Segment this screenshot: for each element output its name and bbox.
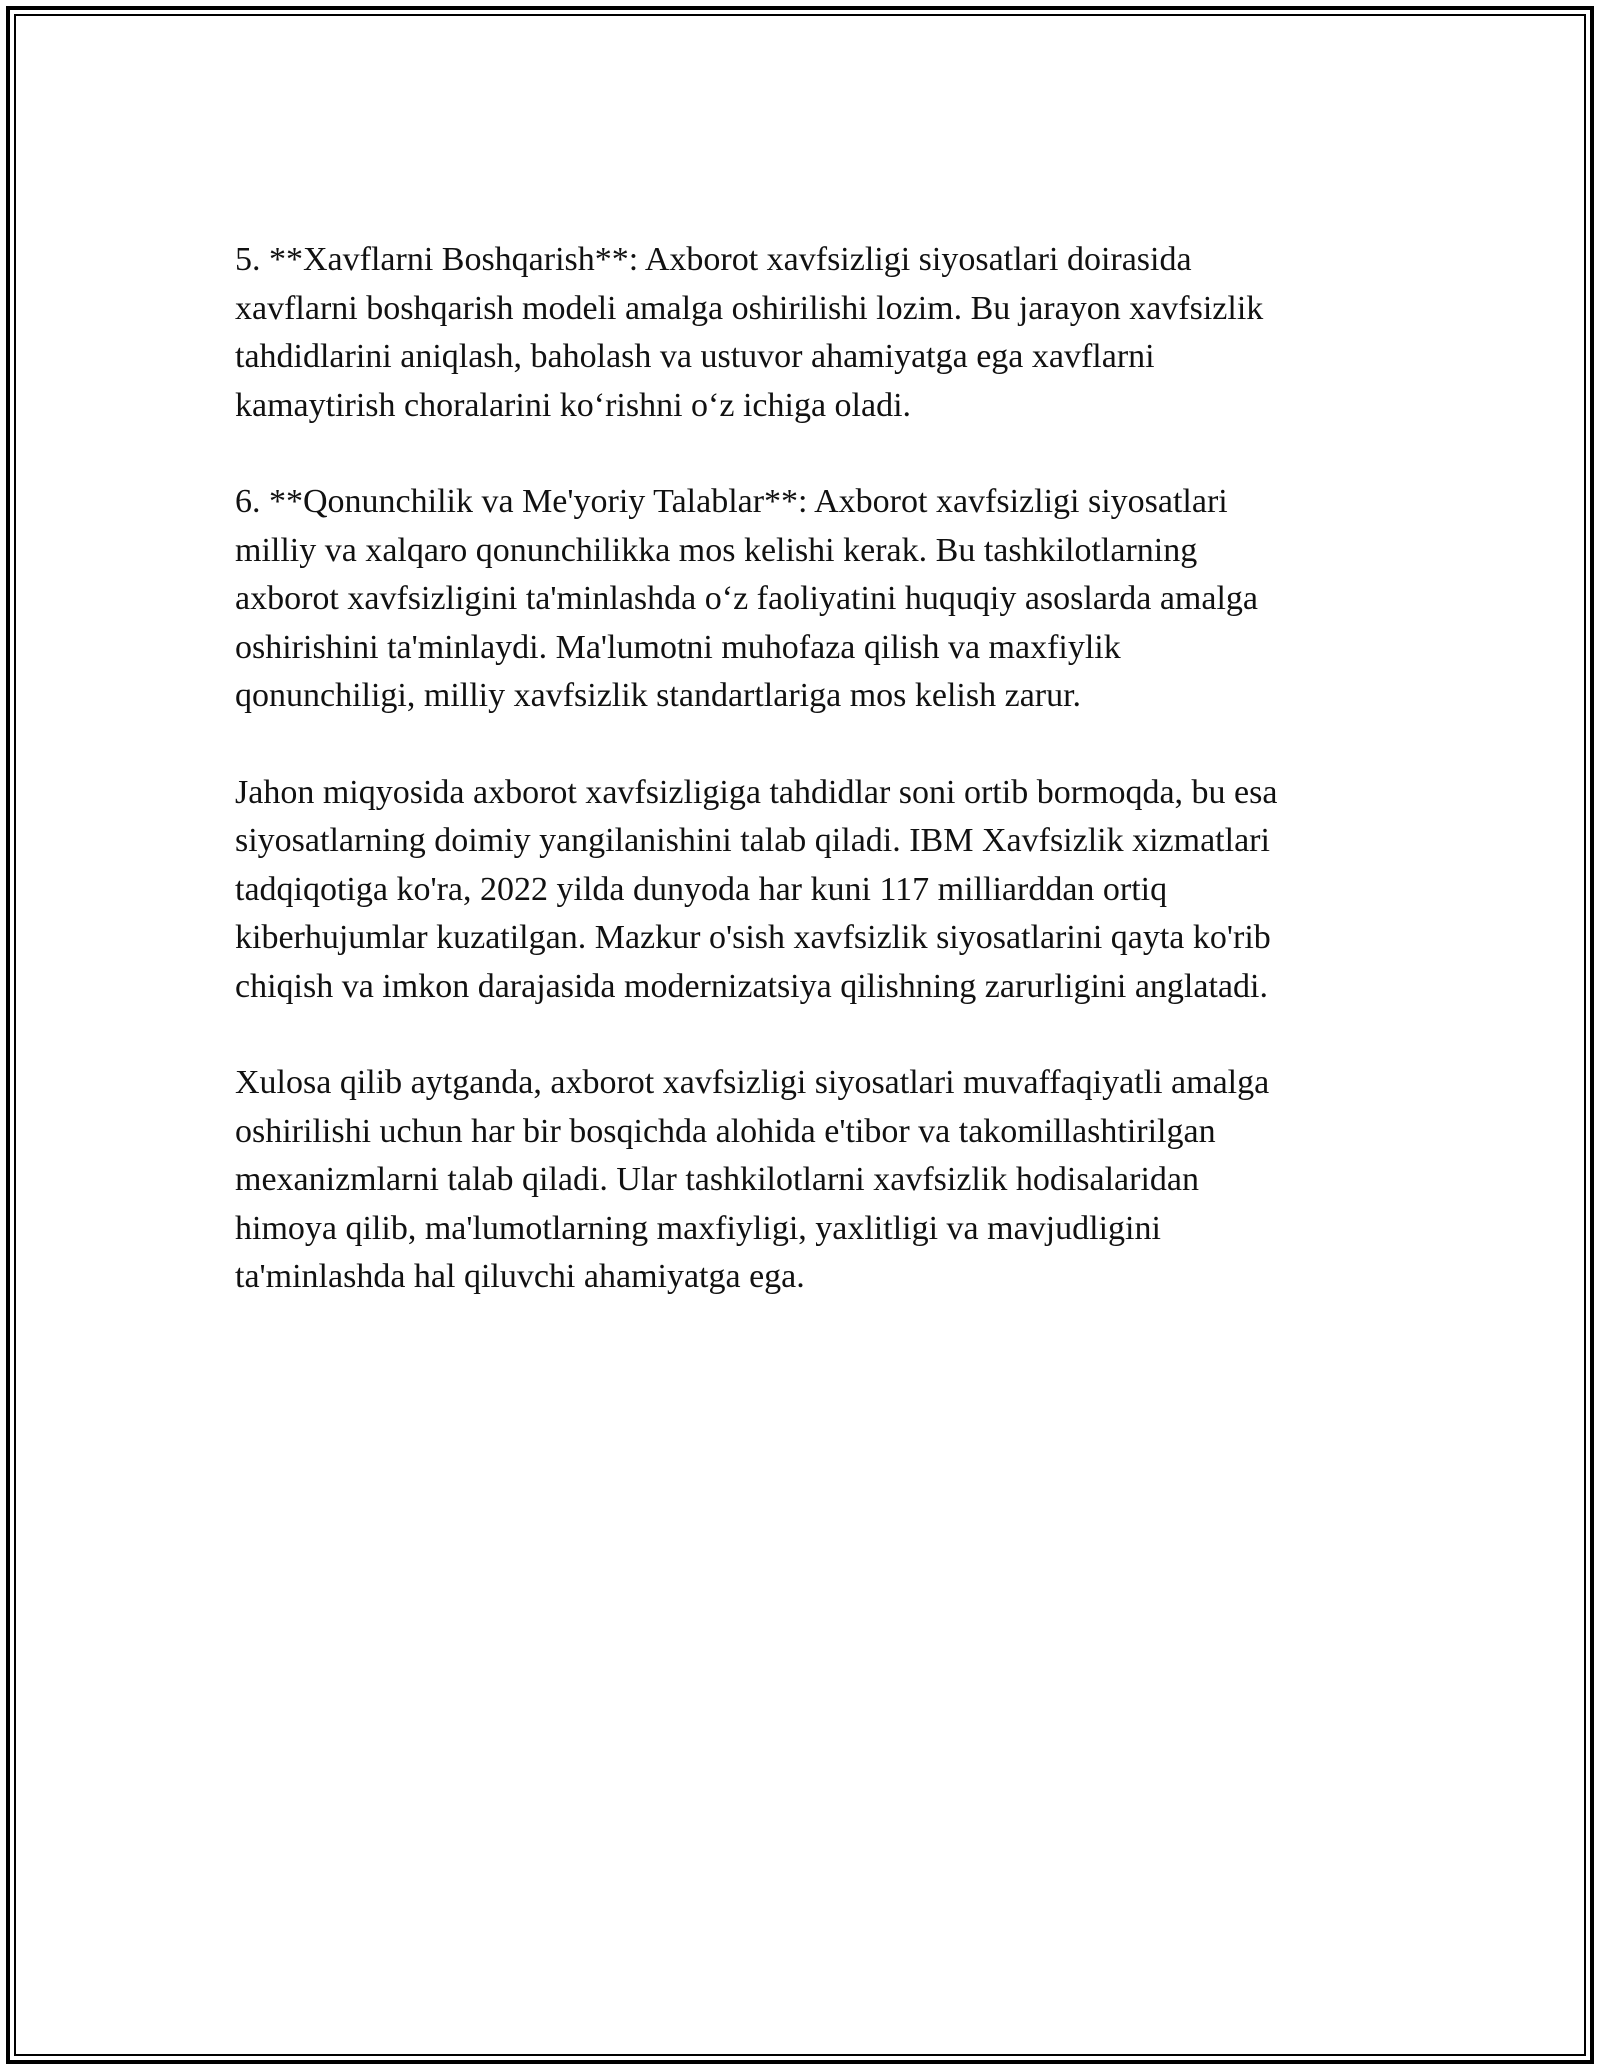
document-body: [235, 236, 1375, 1350]
paragraph-legal-requirements: 6. **Qonunchilik va Me'yoriy Talablar**: Axborot xavfsizligi siyosatlari milliy va xalqaro qonunchilikka mos kelishi kerak. Bu tashkilotlarning axborot xavfsizligini ta'minlashda o‘z faoliyatini huquqiy asoslarda amalga oshirishini ta'minlaydi. Ma'lumotni muhofaza qilish va maxfiylik qonunchiligi, milliy xavfsizlik standartlariga mos kelish zarur.: [235, 483, 1259, 714]
paragraph-risk-management: 5. **Xavflarni Boshqarish**: Axborot xavfsizligi siyosatlari doirasida xavflarni boshqarish modeli amalga oshirilishi lozim. Bu jarayon xavfsizlik tahdidlarini aniqlash, baholash va ustuvor ahamiyatga ega xavflarni kamaytirish choralarini ko‘rishni o‘z ichiga oladi.: [235, 241, 1264, 424]
paragraph-global-threats: Jahon miqyosida axborot xavfsizligiga tahdidlar soni ortib bormoqda, bu esa siyosatlarning doimiy yangilanishini talab qiladi. IBM Xavfsizlik xizmatlari tadqiqotiga ko'ra, 2022 yilda dunyoda har kuni 117 milliarddan ortiq kiberhujumlar kuzatilgan. Mazkur o'sish xavfsizlik siyosatlarini qayta ko'rib chiqish va imkon darajasida modernizatsiya qilishning zarurligini anglatadi.: [235, 773, 1278, 1005]
paragraph-conclusion: Xulosa qilib aytganda, axborot xavfsizligi siyosatlari muvaffaqiyatli amalga oshirilishi uchun har bir bosqichda alohida e'tibor va takomillashtirilgan mexanizmlarni talab qiladi. Ular tashkilotlarni xavfsizlik hodisalaridan himoya qilib, ma'lumotlarning maxfiyligi, yaxlitligi va mavjudligini ta'minlashda hal qiluvchi ahamiyatga ega.: [235, 1064, 1270, 1295]
